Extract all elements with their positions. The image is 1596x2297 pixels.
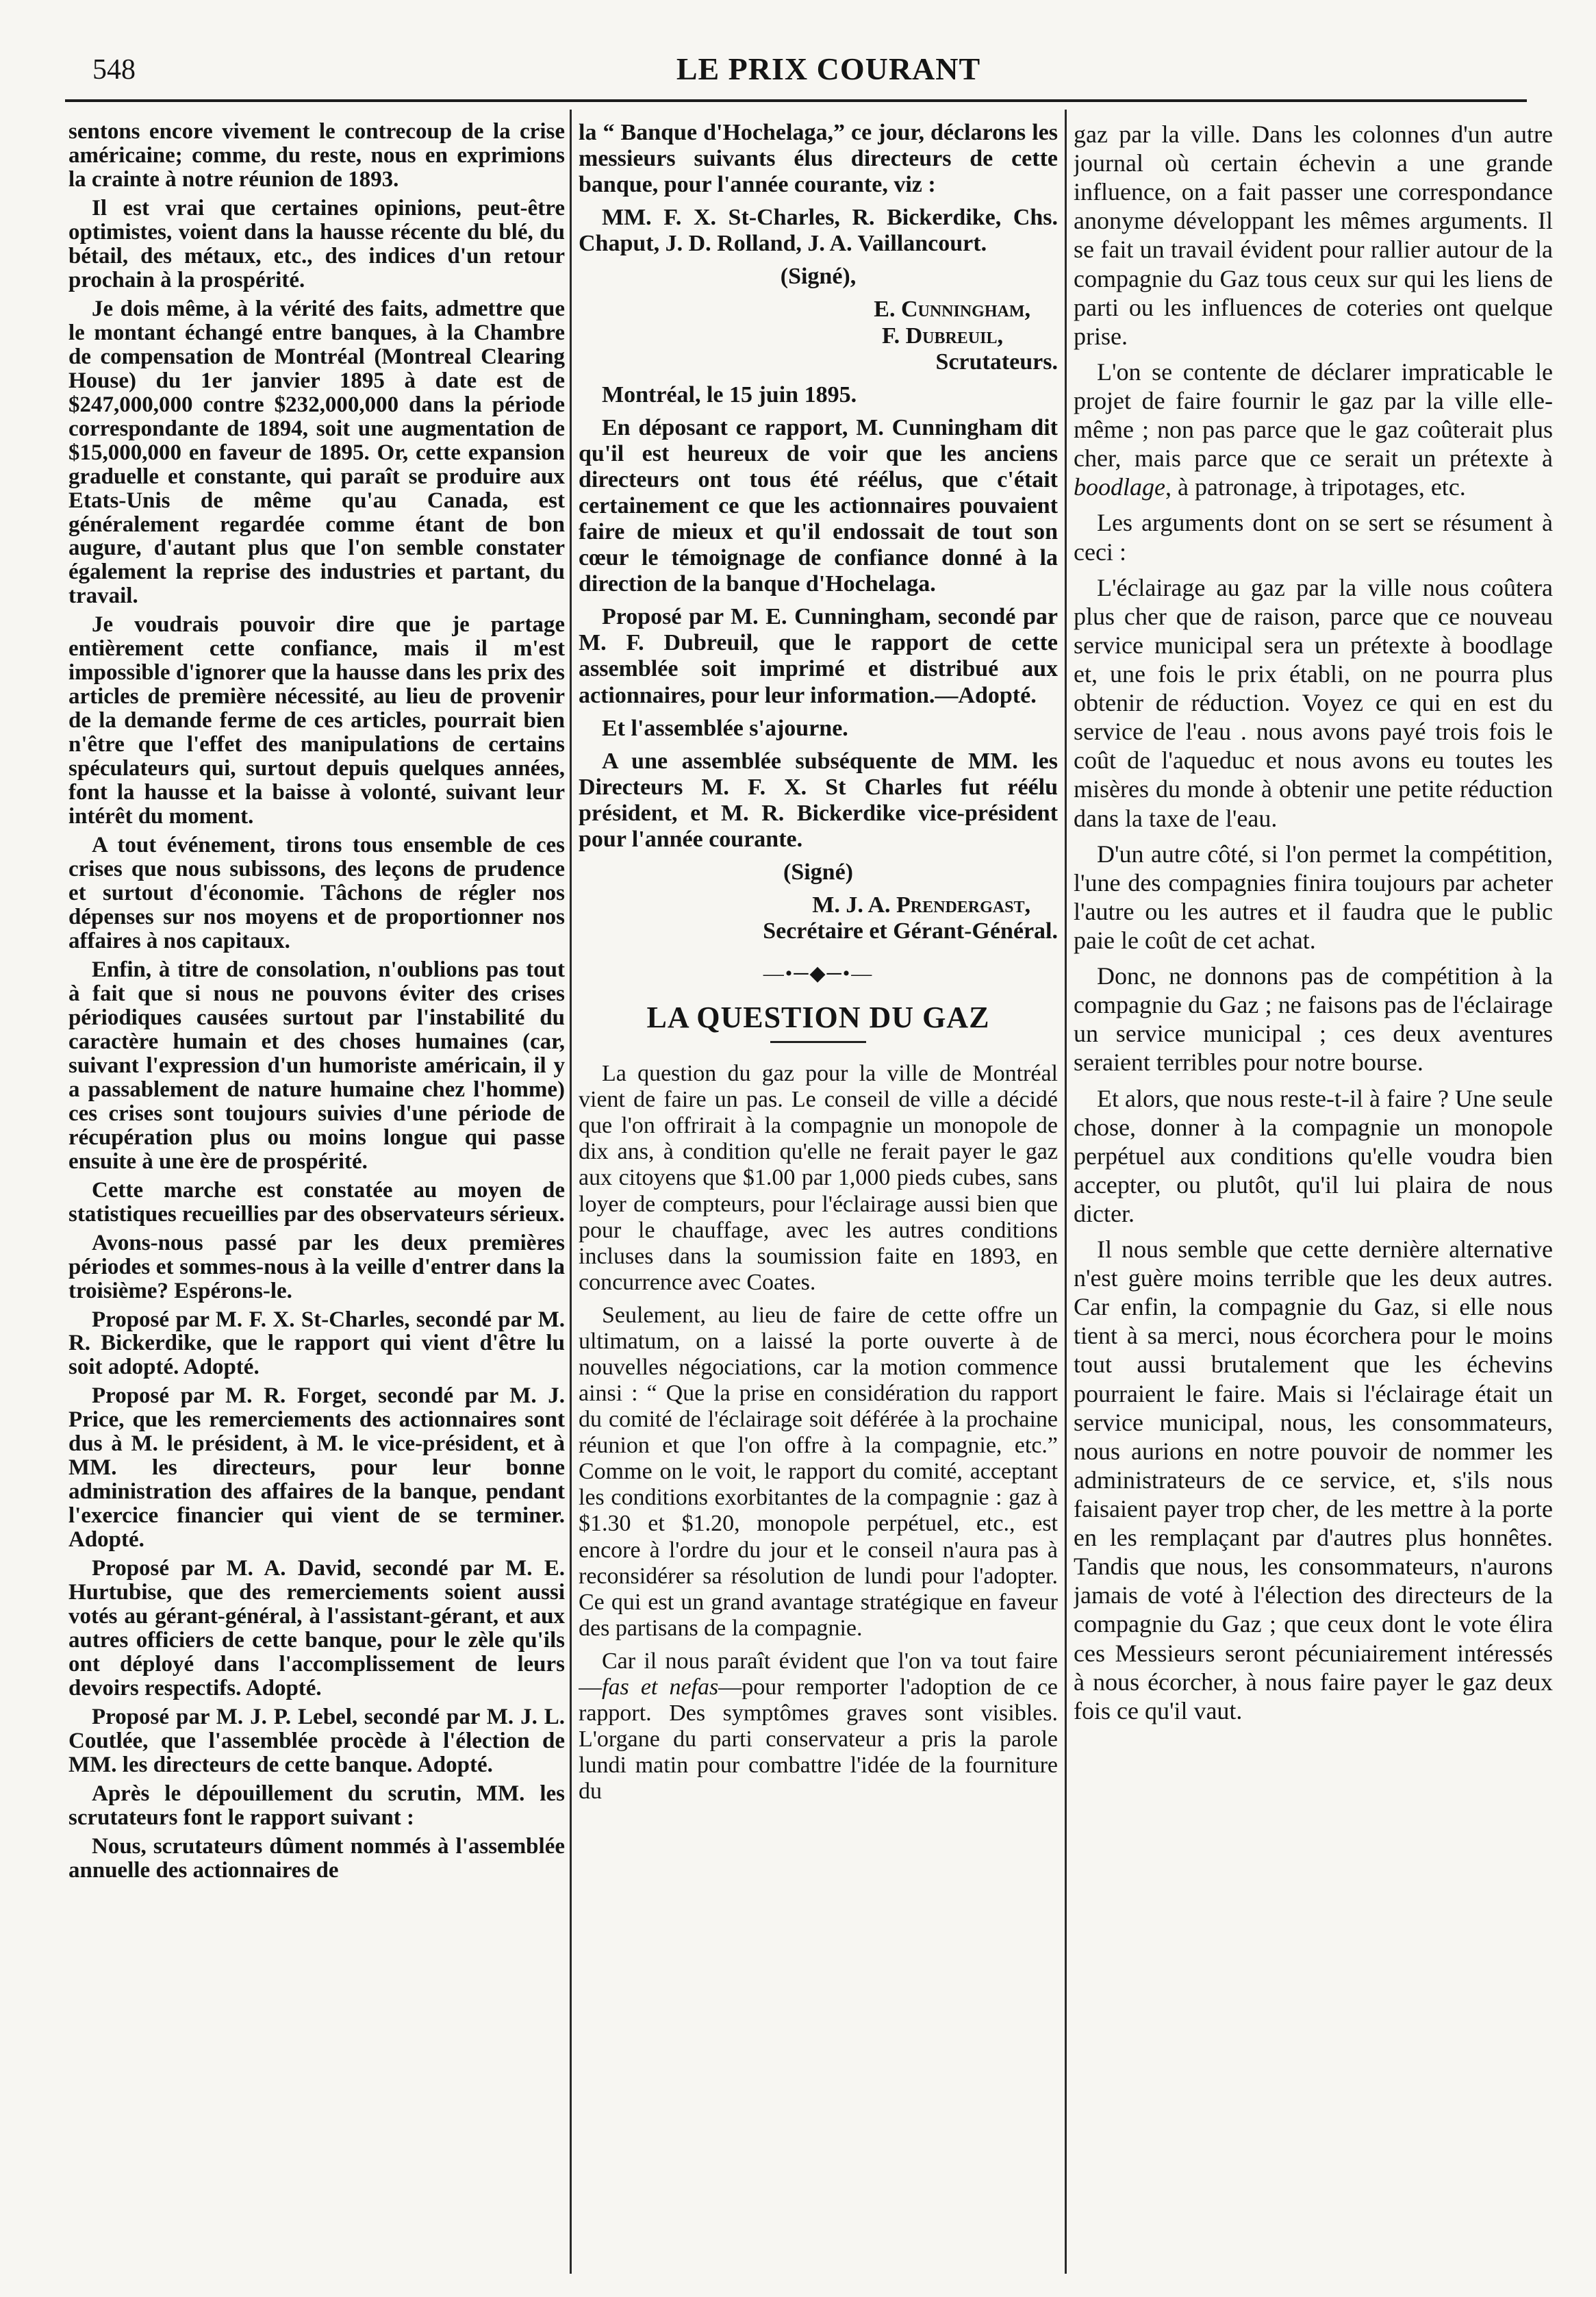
paragraph: Proposé par M. F. X. St-Charles, secondé par M. R. Bickerdike, que le rapport qui vient d'être lu soit adopté. Adopté. — [68, 1307, 565, 1380]
column-1 — [68, 120, 565, 2263]
meeting-report — [579, 120, 1058, 944]
paragraph: L'éclairage au gaz par la ville nous coûtera plus cher que de raison, parce que ce nouveau service municipal sera un prétexte à boodlage et, une fois le prix établi, on ne pourra plus obtenir de réduction. Voyez ce qui en est du service de l'eau . nous avons payé trois fois le coût de l'aqueduc et nous avons eu toutes les misères du monde à obtenir une petite réduction dans la taxe de l'eau. — [1074, 573, 1553, 832]
column-divider-2 — [1065, 110, 1067, 2274]
paragraph: sentons encore vivement le contrecoup de la crise américaine; comme, du reste, nous en exprimions la crainte à notre réunion de 1893. — [68, 120, 565, 192]
signer-name: F. Dubreuil, — [881, 323, 1003, 349]
paragraph: gaz par la ville. Dans les colonnes d'un autre journal où certain échevin a une grande influence, on a fait passer une correspondance anonyme développant les mêmes arguments. Il se fait un travail évident pour rallier autour de la compagnie du Gaz tous ceux sur qui les liens de parti ou les influences de coteries ont quelque prise. — [1074, 121, 1553, 350]
signed-label: (Signé), — [780, 264, 857, 290]
paragraph: En déposant ce rapport, M. Cunningham dit qu'il est heureux de voir que les anciens directeurs ont tous été réélus, que c'était certainement ce que les actionnaires pouvaient faire de mieux et qu'il endossait de tout son cœur le témoignage de confiance donné à la direction de la banque d'Hochelaga. — [579, 414, 1058, 597]
signer-name: E. Cunningham, — [874, 297, 1030, 323]
signer-name: M. J. A. Prendergast, — [812, 892, 1030, 918]
journal-title: LE PRIX COURANT — [676, 51, 981, 86]
paragraph: A une assemblée subséquente de MM. les Directeurs M. F. X. St Charles fut réélu président, et M. R. Bickerdike vice-président pour l'année courante. — [579, 748, 1058, 852]
text-run: L'on se contente de déclarer impraticable le projet de faire fournir le gaz par la ville elle-même ; non pas parce que le gaz coûterait plus cher, mais parce que ce serait un prétexte à — [1074, 357, 1553, 473]
paragraph: A tout événement, tirons tous ensemble de ces crises que nous subissons, des leçons de prudence et surtout d'économie. Tâchons de régler nos dépenses sur nos moyens et de proportionner nos affaires à nos capitaux. — [68, 833, 565, 953]
paragraph: Proposé par M. E. Cunningham, secondé par M. F. Dubreuil, que le rapport de cette assemblée soit imprimé et distribué aux actionnaires, pour leur information.—Adopté. — [579, 604, 1058, 708]
paragraph: MM. F. X. St-Charles, R. Bickerdike, Chs. Chaput, J. D. Rolland, J. A. Vaillancourt. — [579, 205, 1058, 257]
text-run: —pour remporter l'adoption de ce rapport. Des symptômes graves sont visibles. L'organe du parti conservateur a pris la parole lundi matin pour combattre l'idée de la fourniture du — [579, 1674, 1058, 1805]
paragraph: Les arguments dont on se sert se résument à ceci : — [1074, 509, 1553, 566]
paragraph: Donc, ne donnons pas de compétition à la compagnie du Gaz ; ne faisons pas de l'éclairage un service municipal ; ces deux aventures seraient terribles pour notre bourse. — [1074, 962, 1553, 1077]
paragraph — [1074, 357, 1553, 502]
page-header — [65, 48, 1592, 96]
paragraph: Et l'assemblée s'ajourne. — [602, 715, 848, 741]
paragraph: Cette marche est constatée au moyen de statistiques recueillies par des observateurs sérieux. — [68, 1177, 565, 1227]
text-run: Car il nous paraît évident que l'on va tout faire— — [579, 1648, 1058, 1700]
column-divider-1 — [570, 110, 572, 2274]
paragraph: Nous, scrutateurs dûment nommés à l'assemblée annuelle des actionnaires de — [68, 1833, 565, 1883]
paragraph: Avons-nous passé par les deux premières périodes et sommes-nous à la veille d'entrer dans la troisième? Espérons-le. — [68, 1230, 565, 1303]
paragraph: Proposé par M. J. P. Lebel, secondé par M. J. L. Coutlée, que l'assemblée procède à l'élection de MM. les directeurs de cette banque. Adopté. — [68, 1705, 565, 1777]
paragraph: Je dois même, à la vérité des faits, admettre que le montant échangé entre banques, à la Chambre de compensation de Montréal (Montreal Clearing House) du 1er janvier 1895 à date est de $247,000,000 contre $232,000,000 dans la période correspondante de 1894, soit une augmentation de $15,000,000 en faveur de 1895. Or, cette expansion graduelle et constante, qui paraît se produire aux Etats-Unis de même qu'au Canada, est généralement regardée comme étant de bon augure, d'autant plus que l'on semble constater également la reprise des industries et partant, du travail. — [68, 296, 565, 609]
paragraph: Proposé par M. R. Forget, secondé par M. J. Price, que les remerciements des actionnaires sont dus à M. le président, à M. le vice-président, et à MM. les directeurs, pour leur bonne administration des affaires de la banque, pendant l'exercice financier qui vient de se terminer. Adopté. — [68, 1383, 565, 1553]
paragraph: Il nous semble que cette dernière alternative n'est guère moins terrible que les deux autres. Car enfin, la compagnie du Gaz, si elle nous tient à sa merci, nous écorchera pour le moins tout aussi brutalement que les échevins pourraient le faire. Mais si l'éclairage était un service municipal, nous, les consommateurs, nous aurions en notre pouvoir de nommer les administrateurs de ce service, et, s'ils nous faisaient payer trop cher, de les mettre à la porte en les remplaçant par d'autres plus honnêtes. Tandis que nous, les consommateurs, n'aurons jamais de voté à l'élection des directeurs de la compagnie du Gaz ; que ceux dont le vote élira ces Messieurs seront pécuniairement intéressés à nous écorcher, à nous faire payer le gaz deux fois ce qu'il vaut. — [1074, 1235, 1553, 1724]
column-2 — [579, 120, 1058, 2263]
paragraph: Je voudrais pouvoir dire que je partage entièrement cette confiance, mais il m'est impossible d'ignorer que la hausse dans les prix des articles de première nécessité, au lieu de provenir de la demande ferme de ces articles, pourrait bien n'être que l'effet des manipulations de certains spéculateurs qui, surtout depuis quelques années, font la hausse et la baisse à volonté, suivant leur intérêt du moment. — [68, 612, 565, 829]
section-ornament: —•─◆─•— — [763, 962, 874, 986]
paragraph: Et alors, que nous reste-t-il à faire ? Une seule chose, donner à la compagnie un monopole perpétuel aux conditions qu'elle voudra bien accepter, ou plutôt, qu'il lui plaira de nous dicter. — [1074, 1084, 1553, 1227]
paragraph: Proposé par M. A. David, secondé par M. E. Hurtubise, que des remerciements soient aussi votés au gérant-général, à l'assistant-gérant, et aux autres officiers de cette banque, pour le zèle qu'ils ont déployé dans l'accomplissement de leurs devoirs respectifs. Adopté. — [68, 1556, 565, 1701]
paragraph — [579, 1648, 1058, 1805]
header-rule — [65, 99, 1527, 102]
section-rule — [770, 1041, 866, 1043]
page-number: 548 — [92, 54, 136, 86]
text-run: , à patronage, à tripotages, etc. — [1165, 473, 1466, 501]
paragraph: La question du gaz pour la ville de Montréal vient de faire un pas. Le conseil de ville a décidé que l'on offrirait à la compagnie un monopole de dix ans, à condition qu'elle ne ferait payer le gaz aux citoyens que $1.00 par 1,000 pieds cubes, sans loyer de compteurs, pour l'éclairage aussi bien que pour le chauffage, avec les autres conditions incluses dans la soumission faite en 1893, en concurrence avec Coates. — [579, 1061, 1058, 1295]
signed-label: (Signé) — [783, 859, 853, 886]
column-3 — [1074, 120, 1553, 2263]
paragraph: Après le dépouillement du scrutin, MM. les scrutateurs font le rapport suivant : — [68, 1781, 565, 1830]
signer-role: Scrutateurs. — [935, 349, 1058, 375]
paragraph: Seulement, au lieu de faire de cette offre un ultimatum, on a laissé la porte ouverte à de nouvelles négociations, car la motion commence ainsi : “ Que la prise en considération du rapport du comité de l'éclairage soit déférée à la prochaine réunion et que l'on offre à la compagnie, etc.” Comme on le voit, le rapport du comité, acceptant les conditions exorbitantes de la compagnie : gaz à $1.30 et $1.20, monopole perpétuel, etc., est encore à l'ordre du jour et le conseil n'aura pas à reconsidérer sa résolution de lundi pour l'adopter. Ce qui est un grand avantage stratégique en faveur des partisans de la compagnie. — [579, 1302, 1058, 1641]
signer-role: Secrétaire et Gérant-Général. — [763, 918, 1058, 944]
paragraph: la “ Banque d'Hochelaga,” ce jour, déclarons les messieurs suivants élus directeurs de cette banque, pour l'année courante, viz : — [579, 120, 1058, 198]
paragraph: D'un autre côté, si l'on permet la compétition, l'une des compagnies finira toujours par acheter l'autre ou les autres et il faudra que le public paie le coût de cet achat. — [1074, 840, 1553, 954]
paragraph: Enfin, à titre de consolation, n'oublions pas tout à fait que si nous ne pouvons éviter des crises périodiques causées surtout par l'instabilité du caractère humain et des choses humaines (car, suivant l'expression d'un humoriste américain, il y a passablement de nature humaine chez l'homme) ces crises sont toujours suivies d'une période de récupération plus ou moins longue qui passe ensuite à une ère de prospérité. — [68, 957, 565, 1174]
paragraph: Il est vrai que certaines opinions, peut-être optimistes, voient dans la hausse récente du blé, du bétail, des métaux, etc., des indices d'un retour prochain à la prospérité. — [68, 195, 565, 292]
report-date: Montréal, le 15 juin 1895. — [602, 381, 857, 407]
italic-text: boodlage — [1074, 473, 1165, 501]
section-title: LA QUESTION DU GAZ — [646, 1000, 990, 1034]
italic-text: fas et nefas — [602, 1674, 719, 1700]
